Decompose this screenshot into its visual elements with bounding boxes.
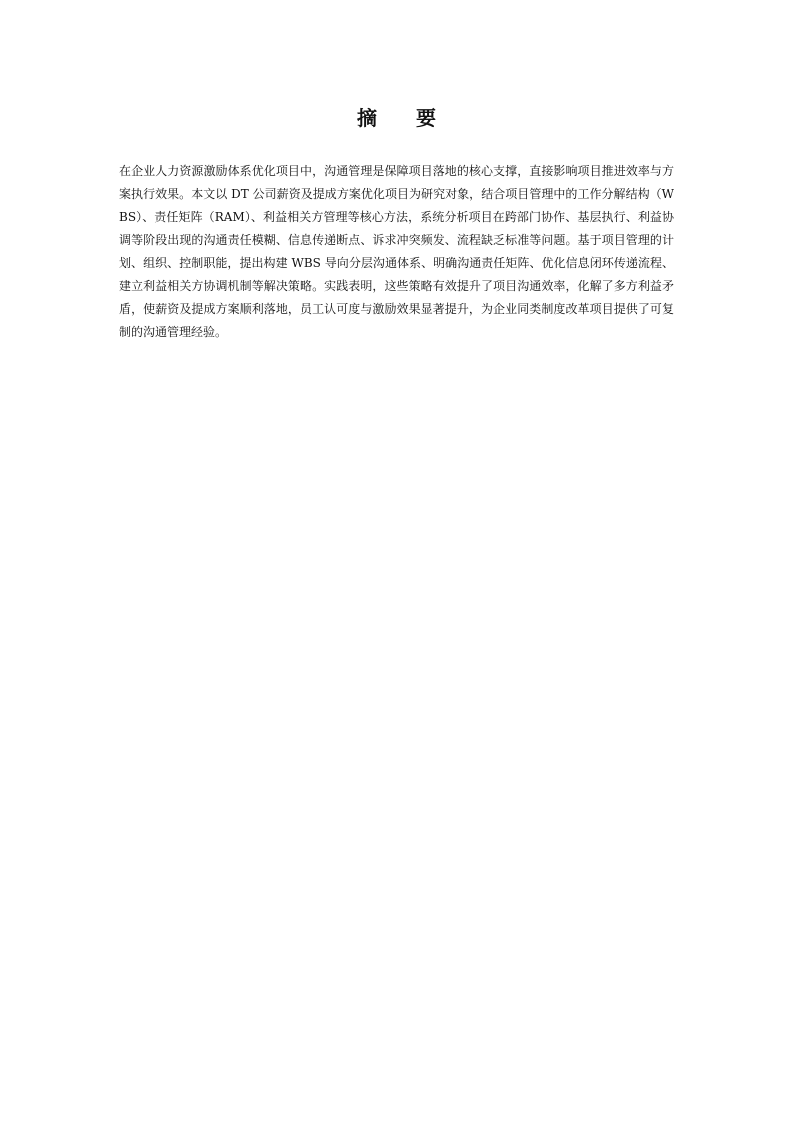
page-title: 摘 要 xyxy=(357,106,452,130)
abstract-paragraph: 在企业人力资源激励体系优化项目中，沟通管理是保障项目落地的核心支撑，直接影响项目推进效率与方案执行效果。本文以 DT 公司薪资及提成方案优化项目为研究对象，结合项目管理中的工作分解结构（WBS）、责任矩阵（RAM）、利益相关方管理等核心方法，系统分析项目在跨部门协作、基层执行、利益协调等阶段出现的沟通责任模糊、信息传递断点、诉求冲突频发、流程缺乏标准等问题。基于项目管理的计划、组织、控制职能，提出构建 WBS 导向分层沟通体系、明确沟通责任矩阵、优化信息闭环传递流程、建立利益相关方协调机制等解决策略。实践表明，这些策略有效提升了项目沟通效率，化解了多方利益矛盾，使薪资及提成方案顺利落地，员工认可度与激励效果显著提升，为企业同类制度改革项目提供了可复制的沟通管理经验。 xyxy=(119,164,674,339)
